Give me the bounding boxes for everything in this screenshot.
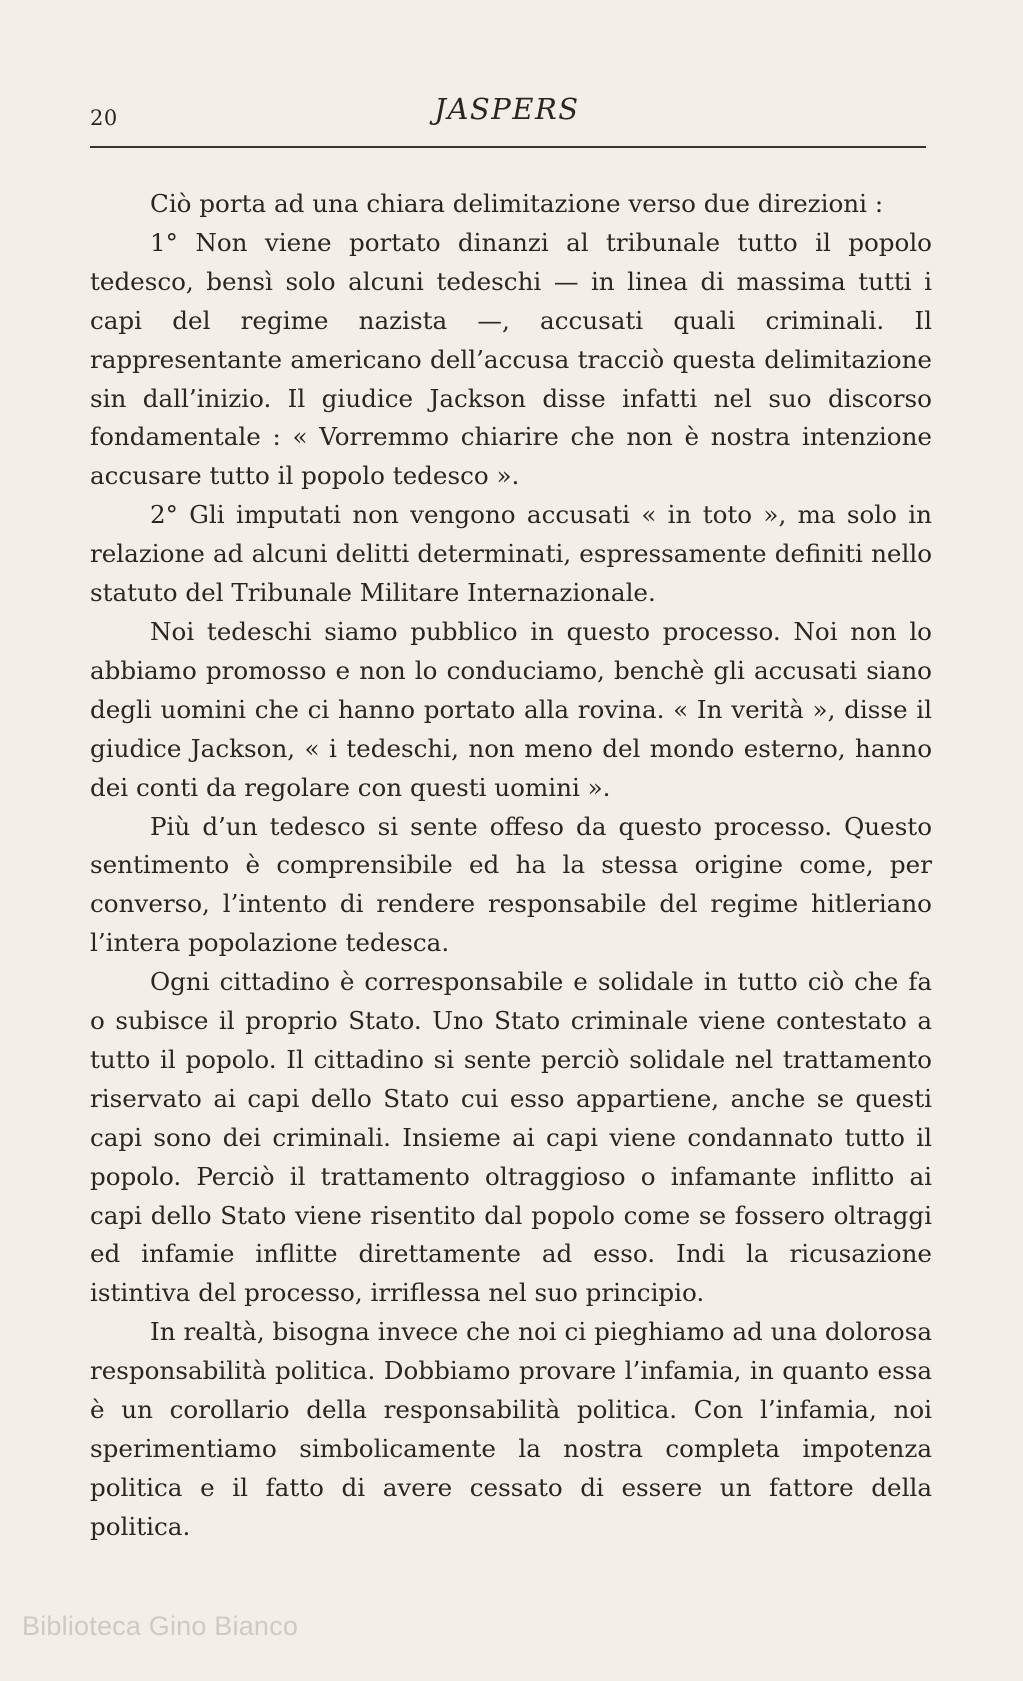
- running-head: JASPERS: [434, 92, 580, 126]
- paragraph-point-2: 2° Gli imputati non vengono accusati « in toto », ma solo in relazione ad alcuni delitti determinati, espressamente definiti nello statuto del Tribunale Militare Internazionale.: [90, 500, 932, 608]
- page-number: 20: [90, 106, 118, 130]
- paragraph-public: Noi tedeschi siamo pubblico in questo processo. Noi non lo abbiamo promosso e non lo conduciamo, benchè gli accusati siano degli uomini che ci hanno portato alla rovina. « In verità », disse il giudice Jackson, « i tedeschi, non meno del mondo esterno, hanno dei conti da regolare con questi uomini ».: [90, 616, 932, 802]
- body-text: [90, 185, 932, 1547]
- header-rule: [90, 146, 926, 148]
- page-header: [90, 92, 924, 132]
- paragraph-point-1: 1° Non viene portato dinanzi al tribunale tutto il popolo tedesco, bensì solo alcuni tedeschi — in linea di massima tutti i capi del regime nazista —, accusati quali criminali. Il rappresentante americano dell’accusa tracciò questa delimitazione sin dall’inizio. Il giudice Jackson disse infatti nel suo discorso fondamentale : « Vorremmo chiarire che non è nostra intenzione accusare tutto il popolo tedesco ».: [90, 227, 932, 491]
- paragraph-intro: Ciò porta ad una chiara delimitazione verso due direzioni :: [150, 189, 884, 218]
- paragraph-offended: Più d’un tedesco si sente offeso da questo processo. Questo sentimento è comprensibile ed ha la stessa origine come, per converso, l’intento di rendere responsabile del regime hitleriano l’intera popolazione tedesca.: [90, 811, 932, 958]
- paragraph-responsibility: In realtà, bisogna invece che noi ci pieghiamo ad una dolorosa responsabilità politica. Dobbiamo provare l’infamia, in quanto essa è un corollario della responsabilità politica. Con l’infamia, noi sperimentiamo simbolicamente la nostra completa impotenza politica e il fatto di avere cessato di essere un fattore della politica.: [90, 1317, 932, 1541]
- paragraph-citizen: Ogni cittadino è corresponsabile e solidale in tutto ciò che fa o subisce il proprio Stato. Uno Stato criminale viene contestato a tutto il popolo. Il cittadino si sente perciò solidale nel trattamento riservato ai capi dello Stato cui esso appartiene, anche se questi capi sono dei criminali. Insieme ai capi viene condannato tutto il popolo. Perciò il trattamento oltraggioso o infamante inflitto ai capi dello Stato viene risentito dal popolo come se fossero oltraggi ed infamie inflitte direttamente ad esso. Indi la ricusazione istintiva del processo, irriflessa nel suo principio.: [90, 967, 932, 1308]
- library-watermark: Biblioteca Gino Bianco: [22, 1611, 299, 1641]
